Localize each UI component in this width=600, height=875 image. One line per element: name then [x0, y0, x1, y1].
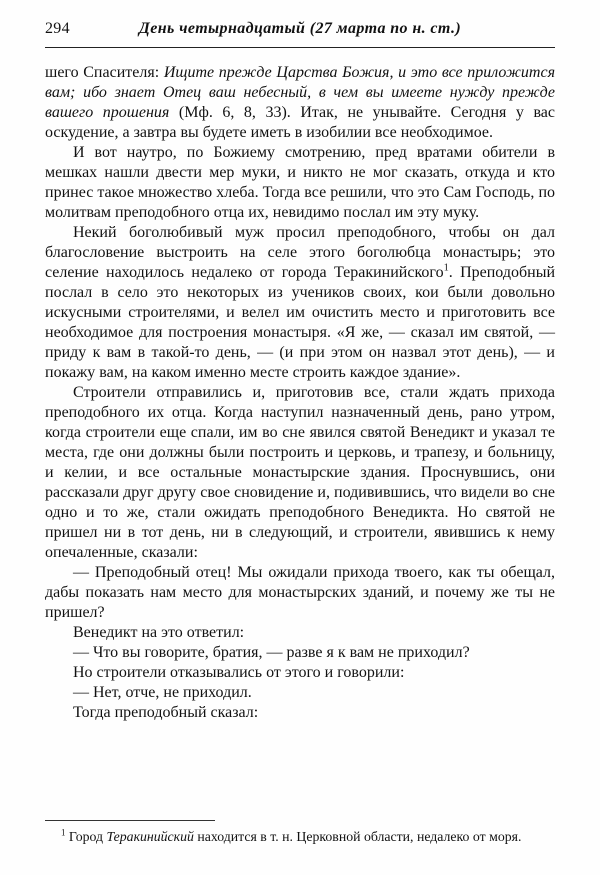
header-rule	[45, 47, 555, 48]
paragraph	[45, 143, 555, 223]
paragraph	[45, 643, 555, 663]
text-run: — Что вы говорите, братия, — разве я к вам не приходил?	[73, 644, 470, 661]
text-run: Но строители отказывались от этого и говорили:	[73, 664, 405, 681]
text-run: Город	[65, 828, 107, 844]
text-run: (Мф. 6, 8, 33). Итак, не унывайте. Сегодня у вас оскудение, а завтра вы будете иметь в изобилии все необходимое.	[45, 104, 555, 141]
page-number: 294	[45, 20, 70, 37]
footnote-ref: 1	[61, 826, 66, 837]
paragraph	[45, 623, 555, 643]
footnote-text	[45, 828, 555, 846]
text-run: шего Спасителя:	[45, 64, 164, 81]
header-title: День четырнадцатый (27 марта по н. ст.)	[138, 20, 462, 37]
text-run: — Нет, отче, не приходил.	[73, 684, 252, 701]
page-header	[45, 20, 555, 44]
paragraph	[45, 663, 555, 683]
footnote-ref: 1	[443, 262, 449, 274]
text-run: И вот наутро, по Божиему смотрению, пред вратами обители в мешках нашли двести мер муки, и никто не мог сказать, откуда и кто принес такое множество хлеба. Тогда все решили, что это Сам Господь, по молитвам преподобного отца их, невидимо послал им эту муку.	[45, 144, 555, 221]
text-run: находится в т. н. Церковной области, недалеко от моря.	[193, 828, 522, 844]
body-text	[45, 63, 555, 723]
footnote	[45, 820, 555, 846]
text-run: Венедикт на это ответил:	[73, 624, 245, 641]
italic-text-run: Теракинийский	[106, 828, 194, 844]
paragraph	[45, 223, 555, 383]
text-run: . Преподобный послал в село это некоторых из учеников своих, кои были довольно искусными строителями, и велел им очистить место и приготовить все необходимое для построения монастыря. «Я же, — сказал им святой, — приду к вам в такой-то день, — (и при этом он назвал этот день), — и покажу вам, на каком именно месте строить каждое здание».	[45, 264, 556, 381]
paragraph	[45, 63, 555, 143]
text-run: Строители отправились и, приготовив все, стали ждать прихода преподобного их отца. Когда наступил назначенный день, рано утром, когда строители еще спали, им во сне явился святой Венедикт и указал те места, где они должны были построить и церковь, и трапезу, и больницу, и келии, и все остальные монастырские здания. Проснувшись, они рассказали друг другу свое сновидение и, подивившись, что видели во сне одно и то же, стали ожидать преподобного Венедикта. Но святой не пришел ни в тот день, ни в следующий, и строители, явившись к нему опечаленные, сказали:	[45, 384, 555, 561]
paragraph	[45, 383, 555, 563]
text-run: Тогда преподобный сказал:	[73, 704, 259, 721]
footnote-separator	[45, 820, 215, 821]
italic-text-run: Ищите прежде Царства Божия, и это все приложится вам; ибо знает Отец ваш небесный, в чем вы имеете нужду прежде вашего прошения	[45, 64, 556, 121]
text-run: — Преподобный отец! Мы ожидали прихода твоего, как ты обещал, дабы показать нам место для монастырских зданий, и почему же ты не пришел?	[45, 564, 555, 621]
text-run: Некий боголюбивый муж просил преподобного, чтобы он дал благословение выстроить на селе этого боголюбца монастырь; это селение находилось недалеко от города Теракинийского	[45, 224, 555, 281]
paragraph	[45, 683, 555, 703]
paragraph	[45, 563, 555, 623]
paragraph	[45, 703, 555, 723]
